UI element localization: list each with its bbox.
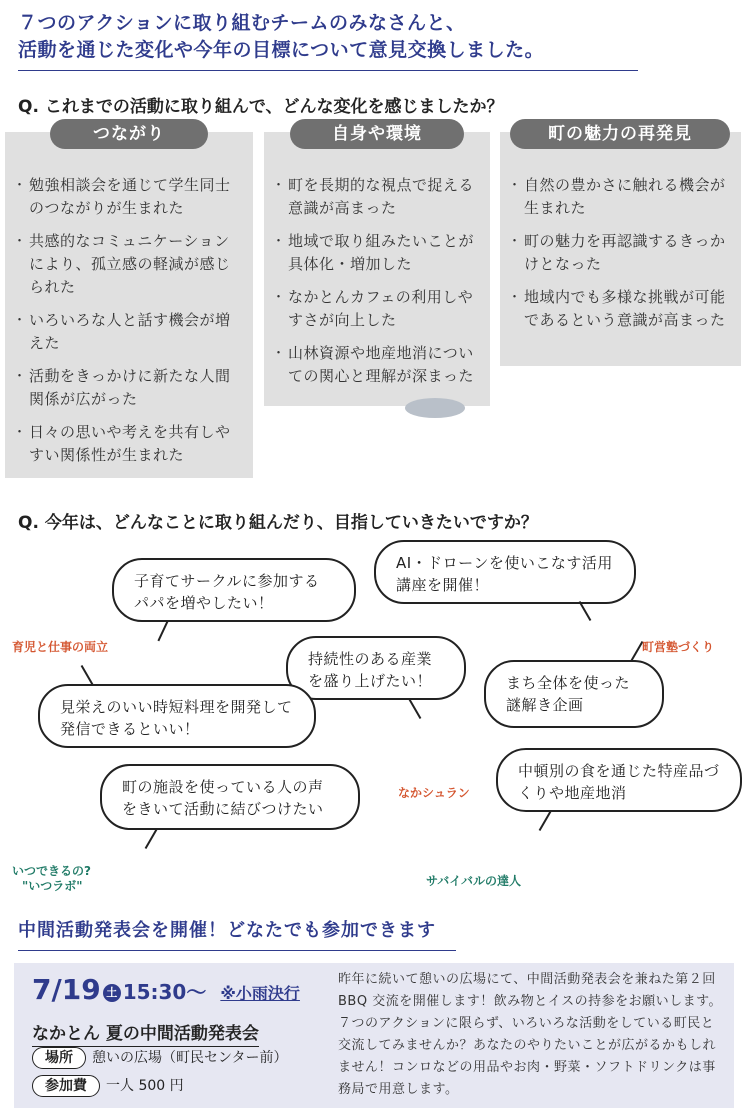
speech-bubble-mystery: まち全体を使った謎解き企画 bbox=[484, 660, 664, 728]
bubble-tail bbox=[409, 699, 422, 719]
speech-bubble-facility: 町の施設を使っている人の声をきいて活動に結びつけたい bbox=[100, 764, 360, 830]
team-tag-itsulab bbox=[12, 864, 91, 894]
event-box bbox=[14, 963, 734, 1108]
speech-bubble-industry: 持続性のある産業を盛り上げたい！ bbox=[286, 636, 466, 700]
list-item: ・ いろいろな人と話す機会が増えた bbox=[17, 309, 243, 355]
list-item: ・ 共感的なコミュニケーションにより、孤立感の軽減が感じられた bbox=[17, 230, 243, 299]
list-item: ・ 町を長期的な視点で捉える意識が高まった bbox=[276, 174, 480, 220]
team-tag-parenting: 育児と仕事の両立 bbox=[12, 640, 109, 654]
photo-fragment bbox=[405, 398, 465, 418]
column-self-environment bbox=[264, 132, 490, 406]
list-item: ・ 自然の豊かさに触れる機会が生まれた bbox=[512, 174, 731, 220]
event-name: なかとん 夏の中間活動発表会 bbox=[32, 1019, 259, 1047]
event-place: 憩いの広場（町民センター前） bbox=[92, 1050, 288, 1066]
event-weekday: 土 bbox=[103, 984, 121, 1002]
event-time: 15:30〜 bbox=[122, 980, 207, 1004]
event-fee-row bbox=[32, 1075, 184, 1097]
speech-bubble-ai-drone: AI・ドローンを使いこなす活用講座を開催！ bbox=[374, 540, 636, 604]
event-fee: 一人 500 円 bbox=[106, 1078, 184, 1094]
team-tag-survival: サバイバルの達人 bbox=[426, 874, 522, 888]
list-item: ・ 町の魅力を再認識するきっかけとなった bbox=[512, 230, 731, 276]
list-item: ・ なかとんカフェの利用しやすさが向上した bbox=[276, 286, 480, 332]
team-tag-nakashuran: なかシュラン bbox=[398, 786, 470, 800]
column-header-self-environment: 自身や環境 bbox=[290, 119, 464, 149]
event-fee-label: 参加費 bbox=[32, 1075, 100, 1097]
event-date-line bbox=[32, 973, 300, 1006]
list-item: ・ 地域で取り組みたいことが具体化・増加した bbox=[276, 230, 480, 276]
event-description: 昨年に続いて憩いの広場にて、中間活動発表会を兼ねた第２回 BBQ 交流を開催します！飲み物とイスの持参をお願いします。７つのアクションに限らず、いろいろな活動をしている町民と交流してみませんか？あなたのやりたいことが広がるかもしれません！コンロなどの用品やお肉・野菜・ソフトドリンクは事務局で用意します。 bbox=[338, 972, 723, 1097]
event-place-label: 場所 bbox=[32, 1047, 86, 1069]
intro-line-1: ７つのアクションに取り組むチームのみなさんと、 bbox=[18, 12, 466, 34]
bubble-tail bbox=[157, 621, 168, 642]
speech-bubble-local-food: 中頓別の食を通じた特産品づくりや地産地消 bbox=[496, 748, 742, 812]
column-connections bbox=[5, 132, 253, 478]
bubble-tail bbox=[539, 811, 552, 831]
event-rain-note: ※小雨決行 bbox=[220, 984, 300, 1003]
column-town-charm bbox=[500, 132, 741, 366]
column-header-town-charm: 町の魅力の再発見 bbox=[510, 119, 730, 149]
column-header-connections: つながり bbox=[50, 119, 208, 149]
list-item: ・ 勉強相談会を通じて学生同士のつながりが生まれた bbox=[17, 174, 243, 220]
intro-line-2: 活動を通じた変化や今年の目標について意見交換しました。 bbox=[18, 39, 545, 61]
bubble-tail bbox=[81, 665, 94, 685]
speech-bubble-parenting: 子育てサークルに参加するパパを増やしたい！ bbox=[112, 558, 356, 622]
intro-heading bbox=[18, 10, 638, 71]
speech-bubble-cooking: 見栄えのいい時短料理を開発して発信できるといい！ bbox=[38, 684, 316, 748]
event-heading: 中間活動発表会を開催！どなたでも参加できます bbox=[18, 916, 456, 951]
list-item: ・ 日々の思いや考えを共有しやすい関係性が生まれた bbox=[17, 421, 243, 467]
bubble-tail bbox=[145, 829, 158, 849]
list-item: ・ 地域内でも多様な挑戦が可能であるという意識が高まった bbox=[512, 286, 731, 332]
list-item: ・ 山林資源や地産地消についての関心と理解が深まった bbox=[276, 342, 480, 388]
team-tag-itsulab-line-2: "いつラボ" bbox=[22, 879, 83, 893]
question-1: Q. これまでの活動に取り組んで、どんな変化を感じましたか？ bbox=[18, 97, 504, 117]
team-tag-cram-school: 町営塾づくり bbox=[642, 640, 715, 654]
event-date: 7/19 bbox=[32, 973, 101, 1006]
event-place-row bbox=[32, 1047, 287, 1069]
team-tag-itsulab-line-1: いつできるの? bbox=[12, 864, 91, 878]
list-item: ・ 活動をきっかけに新たな人間関係が広がった bbox=[17, 365, 243, 411]
question-2: Q. 今年は、どんなことに取り組んだり、目指していきたいですか？ bbox=[18, 513, 538, 533]
